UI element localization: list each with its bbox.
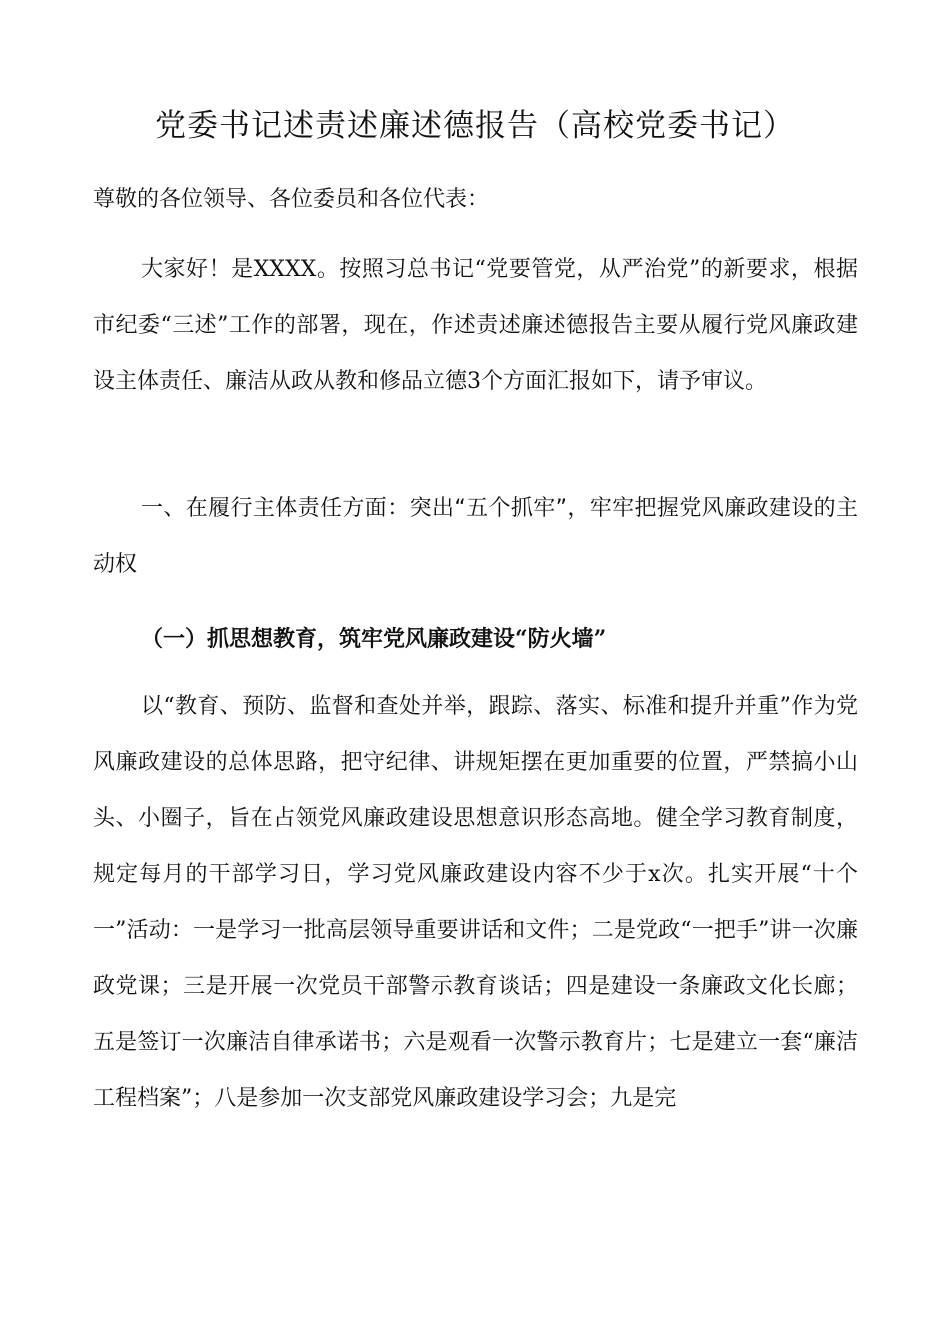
paragraph-intro: 大家好！是XXXX。按照习总书记“党要管党，从严治党”的新要求，根据市纪委“三述”工作的部署，现在，作述责述廉述德报告主要从履行党风廉政建设主体责任、廉洁从政从教和修品立德3个方面汇报如下，请予审议。 <box>93 257 858 394</box>
subsection-heading-1-1: （一）抓思想教育，筑牢党风廉政建设“防火墙” <box>141 626 607 652</box>
section-heading-1: 一、在履行主体责任方面：突出“五个抓牢”，牢牢把握党风廉政建设的主动权 <box>93 496 858 577</box>
document-title: 党委书记述责述廉述德报告（高校党委书记） <box>155 108 795 144</box>
paragraph-education: 以“教育、预防、监督和查处并举，跟踪、落实、标准和提升并重”作为党风廉政建设的总体思路，把守纪律、讲规矩摆在更加重要的位置，严禁搞小山头、小圈子，旨在占领党风廉政建设思想意识形态高地。健全学习教育制度，规定每月的干部学习日，学习党风廉政建设内容不少于x次。扎实开展“十个一”活动：一是学习一批高层领导重要讲话和文件；二是党政“一把手”讲一次廉政党课；三是开展一次党员干部警示教育谈话；四是建设一条廉政文化长廊；五是签订一次廉洁自律承诺书；六是观看一次警示教育片；七是建立一套“廉洁工程档案”；八是参加一次支部党风廉政建设学习会；九是完 <box>93 694 858 1111</box>
salutation: 尊敬的各位领导、各位委员和各位代表： <box>93 187 490 212</box>
